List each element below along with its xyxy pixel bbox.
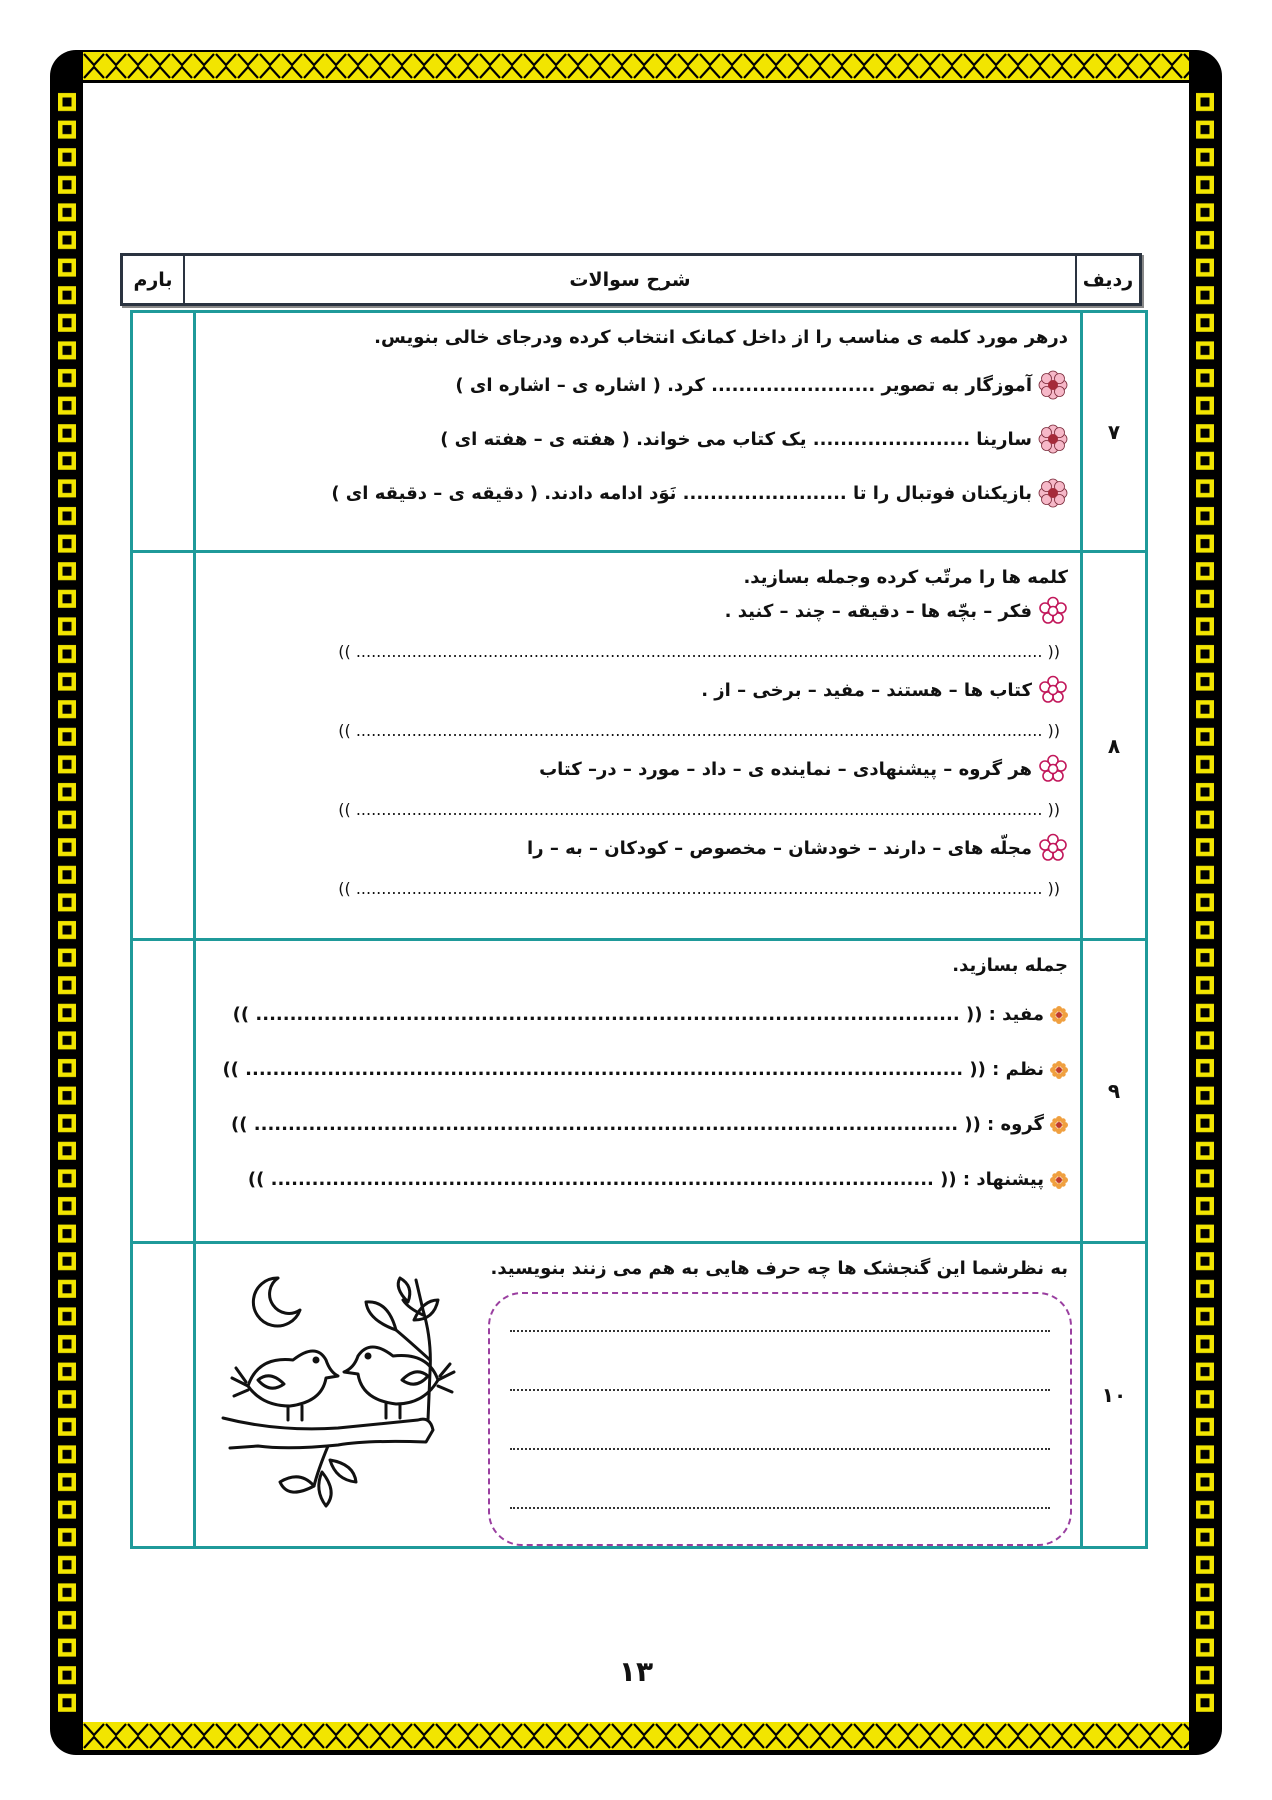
question-number: ۷	[1080, 313, 1145, 550]
table-header	[120, 253, 1142, 306]
answer-line[interactable]: (( ....................................................................................................................................... ))	[338, 721, 1060, 740]
item-text: کتاب ها – هستند – مفید – برخی – از .	[701, 679, 1032, 701]
item-text: بازیکنان فوتبال را تا ........................ نَوَد ادامه دادند. ( دقیقه ی – دقیقه ای )	[331, 482, 1032, 504]
flower-icon	[1038, 675, 1068, 705]
flower-icon	[1038, 833, 1068, 863]
item-text: مجلّه های – دارند – خودشان – مخصوص – کودکان – به – را	[527, 837, 1032, 859]
question-body	[193, 941, 1080, 1241]
flower-icon	[1038, 478, 1068, 508]
question-item[interactable]	[208, 1004, 1068, 1025]
item-text: فکر – بچّه ها – دقیقه – چند – کنید .	[724, 600, 1032, 622]
question-body	[193, 553, 1080, 938]
question-number: ۸	[1080, 553, 1145, 938]
item-text: مفید : (( ....................................................................................................... ))	[232, 1004, 1044, 1025]
question-title: جمله بسازید.	[952, 955, 1068, 976]
item-text: نظم : (( ......................................................................................................... ))	[222, 1059, 1044, 1080]
header-score: بارم	[133, 268, 173, 291]
item-text: آموزگار به تصویر ........................ کرد. ( اشاره ی – اشاره ای )	[455, 374, 1032, 396]
right-border-pattern	[1190, 88, 1220, 1718]
flower-icon	[1050, 1061, 1068, 1079]
question-row-7	[133, 313, 1145, 553]
answer-line[interactable]: (( ....................................................................................................................................... ))	[338, 642, 1060, 661]
sparrows-illustration	[218, 1260, 463, 1528]
item-text: پیشنهاد : (( ................................................................................................. ))	[247, 1169, 1044, 1190]
flower-icon	[1050, 1006, 1068, 1024]
question-item[interactable]	[208, 1114, 1068, 1135]
bottom-border-pattern	[83, 1722, 1189, 1750]
question-item[interactable]	[208, 1169, 1068, 1190]
flower-icon	[1038, 370, 1068, 400]
answer-line[interactable]: (( ....................................................................................................................................... ))	[338, 800, 1060, 819]
question-item[interactable]	[208, 1059, 1068, 1080]
score-cell	[133, 1244, 193, 1546]
question-row-10	[133, 1244, 1145, 1546]
writing-line[interactable]	[510, 1507, 1050, 1509]
flower-icon	[1038, 424, 1068, 454]
header-radif: ردیف	[1075, 256, 1139, 303]
question-title: درهر مورد کلمه ی مناسب را از داخل کمانک انتخاب کرده ودرجای خالی بنویس.	[374, 327, 1068, 348]
question-item	[208, 833, 1068, 863]
question-body	[193, 1244, 1080, 1546]
question-body	[193, 313, 1080, 550]
writing-line[interactable]	[510, 1389, 1050, 1391]
question-item	[208, 370, 1068, 400]
top-border-pattern	[83, 52, 1189, 80]
flower-icon	[1050, 1171, 1068, 1189]
question-number: ۱۰	[1080, 1244, 1145, 1546]
writing-line[interactable]	[510, 1448, 1050, 1450]
question-title: کلمه ها را مرتّب کرده وجمله بسازید.	[743, 567, 1068, 588]
score-cell	[133, 941, 193, 1241]
score-cell	[133, 553, 193, 938]
flower-icon	[1038, 596, 1068, 626]
questions-table	[130, 310, 1148, 1549]
question-item	[208, 596, 1068, 626]
answer-box[interactable]	[488, 1292, 1072, 1546]
flower-icon	[1038, 754, 1068, 784]
writing-line[interactable]	[510, 1330, 1050, 1332]
item-text: گروه : (( ....................................................................................................... ))	[231, 1114, 1044, 1135]
item-text: سارینا ....................... یک کتاب می خواند. ( هفته ی – هفته ای )	[440, 428, 1032, 450]
question-row-8	[133, 553, 1145, 941]
question-title: به نظرشما این گنجشک ها چه حرف هایی به هم می زنند بنویسید.	[490, 1258, 1068, 1279]
question-item	[208, 675, 1068, 705]
page-number: ۱۳	[618, 1655, 654, 1688]
flower-icon	[1050, 1116, 1068, 1134]
answer-line[interactable]: (( ....................................................................................................................................... ))	[338, 879, 1060, 898]
question-item	[208, 754, 1068, 784]
question-number: ۹	[1080, 941, 1145, 1241]
header-questions: شرح سوالات	[183, 256, 1075, 303]
score-cell	[133, 313, 193, 550]
item-text: هر گروه – پیشنهادی – نماینده ی – داد – مورد – در– کتاب	[539, 758, 1032, 780]
question-item	[208, 424, 1068, 454]
question-item	[208, 478, 1068, 508]
left-border-pattern	[52, 88, 82, 1718]
question-row-9	[133, 941, 1145, 1244]
